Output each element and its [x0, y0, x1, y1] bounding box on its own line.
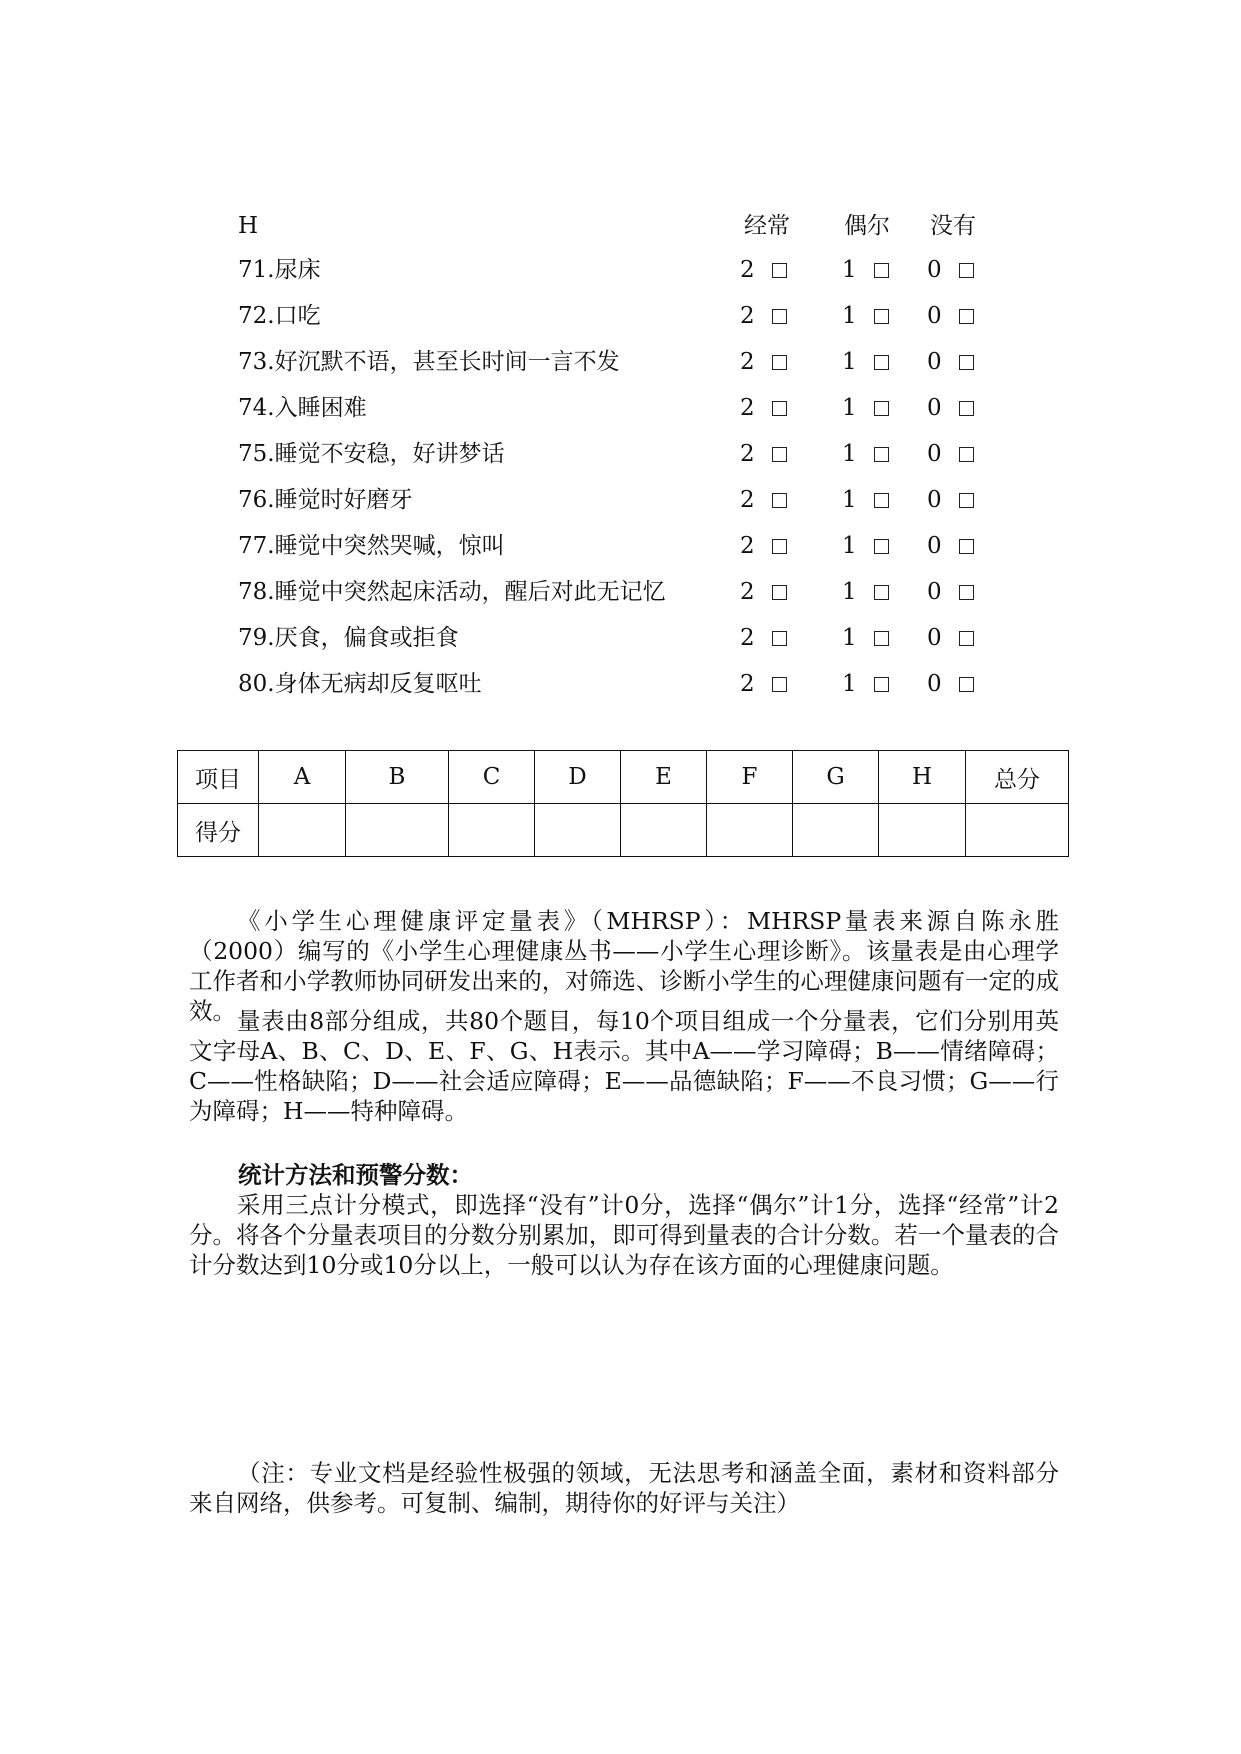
option-sometimes: [842, 437, 889, 471]
option-never: [927, 391, 974, 425]
table-header-d: D: [535, 751, 621, 804]
option-score-label: 1: [842, 625, 857, 651]
option-score-label: 0: [927, 487, 942, 513]
checkbox[interactable]: [959, 677, 974, 692]
table-header-f: F: [707, 751, 793, 804]
option-score-label: 1: [842, 579, 857, 605]
option-often: [740, 621, 787, 655]
checkbox[interactable]: [959, 401, 974, 416]
checkbox[interactable]: [772, 401, 787, 416]
option-score-label: 1: [842, 533, 857, 559]
option-sometimes: [842, 667, 889, 701]
option-sometimes: [842, 575, 889, 609]
checkbox[interactable]: [874, 309, 889, 324]
option-score-label: 1: [842, 487, 857, 513]
option-sometimes: [842, 253, 889, 287]
option-score-label: 2: [740, 533, 755, 559]
checkbox[interactable]: [772, 585, 787, 600]
option-score-label: 2: [740, 303, 755, 329]
score-table: [177, 750, 1069, 857]
option-often: [740, 299, 787, 333]
option-score-label: 0: [927, 671, 942, 697]
list-item: [0, 483, 1241, 517]
option-sometimes: [842, 299, 889, 333]
scoring-heading: 统计方法和预警分数：: [238, 1161, 473, 1189]
option-score-label: 1: [842, 441, 857, 467]
score-cell-g[interactable]: [793, 804, 879, 857]
checkbox[interactable]: [874, 401, 889, 416]
checkbox[interactable]: [959, 355, 974, 370]
question-text: 80.身体无病却反复呕吐: [238, 671, 482, 697]
option-sometimes: [842, 483, 889, 517]
option-score-label: 2: [740, 579, 755, 605]
question-text: 72.口吃: [238, 303, 321, 329]
checkbox[interactable]: [772, 447, 787, 462]
score-cell-h[interactable]: [879, 804, 966, 857]
checkbox[interactable]: [874, 585, 889, 600]
option-score-label: 0: [927, 349, 942, 375]
scoring-paragraph: 采用三点计分模式，即选择“没有”计0分，选择“偶尔”计1分，选择“经常”计2分。将各个分量表项目的分数分别累加，即可得到量表的合计分数。若一个量表的合计分数达到10分或10分以上，一般可以认为存在该方面的心理健康问题。: [189, 1191, 1059, 1279]
checkbox[interactable]: [959, 585, 974, 600]
table-header-g: G: [793, 751, 879, 804]
score-cell-total[interactable]: [966, 804, 1069, 857]
option-score-label: 2: [740, 671, 755, 697]
section-label: H: [238, 213, 259, 239]
option-score-label: 2: [740, 395, 755, 421]
score-cell-e[interactable]: [621, 804, 707, 857]
option-score-label: 0: [927, 395, 942, 421]
option-score-label: 2: [740, 625, 755, 651]
table-header-item: 项目: [178, 751, 259, 804]
option-often: [740, 529, 787, 563]
option-score-label: 0: [927, 579, 942, 605]
option-score-label: 2: [740, 349, 755, 375]
question-text: 78.睡觉中突然起床活动，醒后对此无记忆: [238, 579, 666, 605]
option-sometimes: [842, 391, 889, 425]
table-header-a: A: [259, 751, 346, 804]
checkbox[interactable]: [959, 263, 974, 278]
list-item: [0, 529, 1241, 563]
list-item: [0, 621, 1241, 655]
option-often: [740, 391, 787, 425]
checkbox[interactable]: [874, 447, 889, 462]
checkbox[interactable]: [874, 539, 889, 554]
list-item: [0, 667, 1241, 701]
option-never: [927, 437, 974, 471]
option-score-label: 0: [927, 303, 942, 329]
option-never: [927, 299, 974, 333]
option-often: [740, 437, 787, 471]
table-header-c: C: [449, 751, 535, 804]
option-sometimes: [842, 529, 889, 563]
question-text: 74.入睡困难: [238, 395, 367, 421]
table-header-b: B: [346, 751, 449, 804]
option-never: [927, 345, 974, 379]
option-never: [927, 483, 974, 517]
option-never: [927, 529, 974, 563]
option-never: [927, 253, 974, 287]
option-score-label: 2: [740, 441, 755, 467]
checkbox[interactable]: [874, 355, 889, 370]
table-header-h: H: [879, 751, 966, 804]
option-score-label: 2: [740, 487, 755, 513]
score-cell-f[interactable]: [707, 804, 793, 857]
checkbox[interactable]: [959, 493, 974, 508]
table-header-e: E: [621, 751, 707, 804]
question-text: 71.尿床: [238, 257, 321, 283]
table-row-label-score: 得分: [178, 804, 259, 857]
option-never: [927, 621, 974, 655]
questionnaire-header: [0, 209, 1241, 243]
description-paragraph-2: 量表由8部分组成，共80个题目，每10个项目组成一个分量表，它们分别用英文字母A、B、C、D、E、F、G、H表示。其中A——学习障碍；B——情绪障碍；C——性格缺陷；D——社会适应障碍；E——品德缺陷；F——不良习惯；G——行为障碍；H——特种障碍。: [189, 1007, 1059, 1125]
option-score-label: 1: [842, 395, 857, 421]
score-cell-c[interactable]: [449, 804, 535, 857]
checkbox[interactable]: [772, 539, 787, 554]
option-often: [740, 667, 787, 701]
option-sometimes: [842, 345, 889, 379]
option-score-label: 2: [740, 257, 755, 283]
list-item: [0, 299, 1241, 333]
option-score-label: 0: [927, 625, 942, 651]
column-header-never: 没有: [930, 213, 976, 239]
option-score-label: 0: [927, 533, 942, 559]
option-often: [740, 483, 787, 517]
option-often: [740, 345, 787, 379]
list-item: [0, 345, 1241, 379]
option-score-label: 1: [842, 349, 857, 375]
checkbox[interactable]: [772, 309, 787, 324]
list-item: [0, 575, 1241, 609]
checkbox[interactable]: [772, 355, 787, 370]
column-header-often: 经常: [744, 213, 790, 239]
checkbox[interactable]: [874, 677, 889, 692]
table-header-total: 总分: [966, 751, 1069, 804]
list-item: [0, 253, 1241, 287]
option-score-label: 1: [842, 303, 857, 329]
score-cell-a[interactable]: [259, 804, 346, 857]
column-header-sometimes: 偶尔: [844, 213, 890, 239]
score-table-header-row: [178, 751, 1069, 804]
question-text: 73.好沉默不语，甚至长时间一言不发: [238, 349, 620, 375]
checkbox[interactable]: [959, 447, 974, 462]
checkbox[interactable]: [959, 309, 974, 324]
option-sometimes: [842, 621, 889, 655]
question-text: 75.睡觉不安稳，好讲梦话: [238, 441, 505, 467]
list-item: [0, 437, 1241, 471]
question-text: 77.睡觉中突然哭喊，惊叫: [238, 533, 505, 559]
score-table-score-row: [178, 804, 1069, 857]
option-often: [740, 253, 787, 287]
score-cell-b[interactable]: [346, 804, 449, 857]
option-score-label: 1: [842, 671, 857, 697]
score-cell-d[interactable]: [535, 804, 621, 857]
option-score-label: 1: [842, 257, 857, 283]
checkbox[interactable]: [874, 493, 889, 508]
description-paragraph-1: 《小学生心理健康评定量表》（MHRSP）：MHRSP量表来源自陈永胜（2000）编写的《小学生心理健康丛书——小学生心理诊断》。该量表是由心理学工作者和小学教师协同研发出来的，对筛选、诊断小学生的心理健康问题有一定的成效。: [189, 907, 1059, 1025]
checkbox[interactable]: [874, 263, 889, 278]
option-never: [927, 667, 974, 701]
checkbox[interactable]: [772, 677, 787, 692]
option-often: [740, 575, 787, 609]
option-score-label: 0: [927, 441, 942, 467]
checkbox[interactable]: [959, 539, 974, 554]
note-paragraph: （注：专业文档是经验性极强的领域，无法思考和涵盖全面，素材和资料部分来自网络，供参考。可复制、编制，期待你的好评与关注）: [189, 1459, 1059, 1517]
option-never: [927, 575, 974, 609]
checkbox[interactable]: [959, 631, 974, 646]
checkbox[interactable]: [772, 631, 787, 646]
checkbox[interactable]: [874, 631, 889, 646]
checkbox[interactable]: [772, 263, 787, 278]
question-text: 79.厌食，偏食或拒食: [238, 625, 459, 651]
question-text: 76.睡觉时好磨牙: [238, 487, 413, 513]
option-score-label: 0: [927, 257, 942, 283]
checkbox[interactable]: [772, 493, 787, 508]
list-item: [0, 391, 1241, 425]
